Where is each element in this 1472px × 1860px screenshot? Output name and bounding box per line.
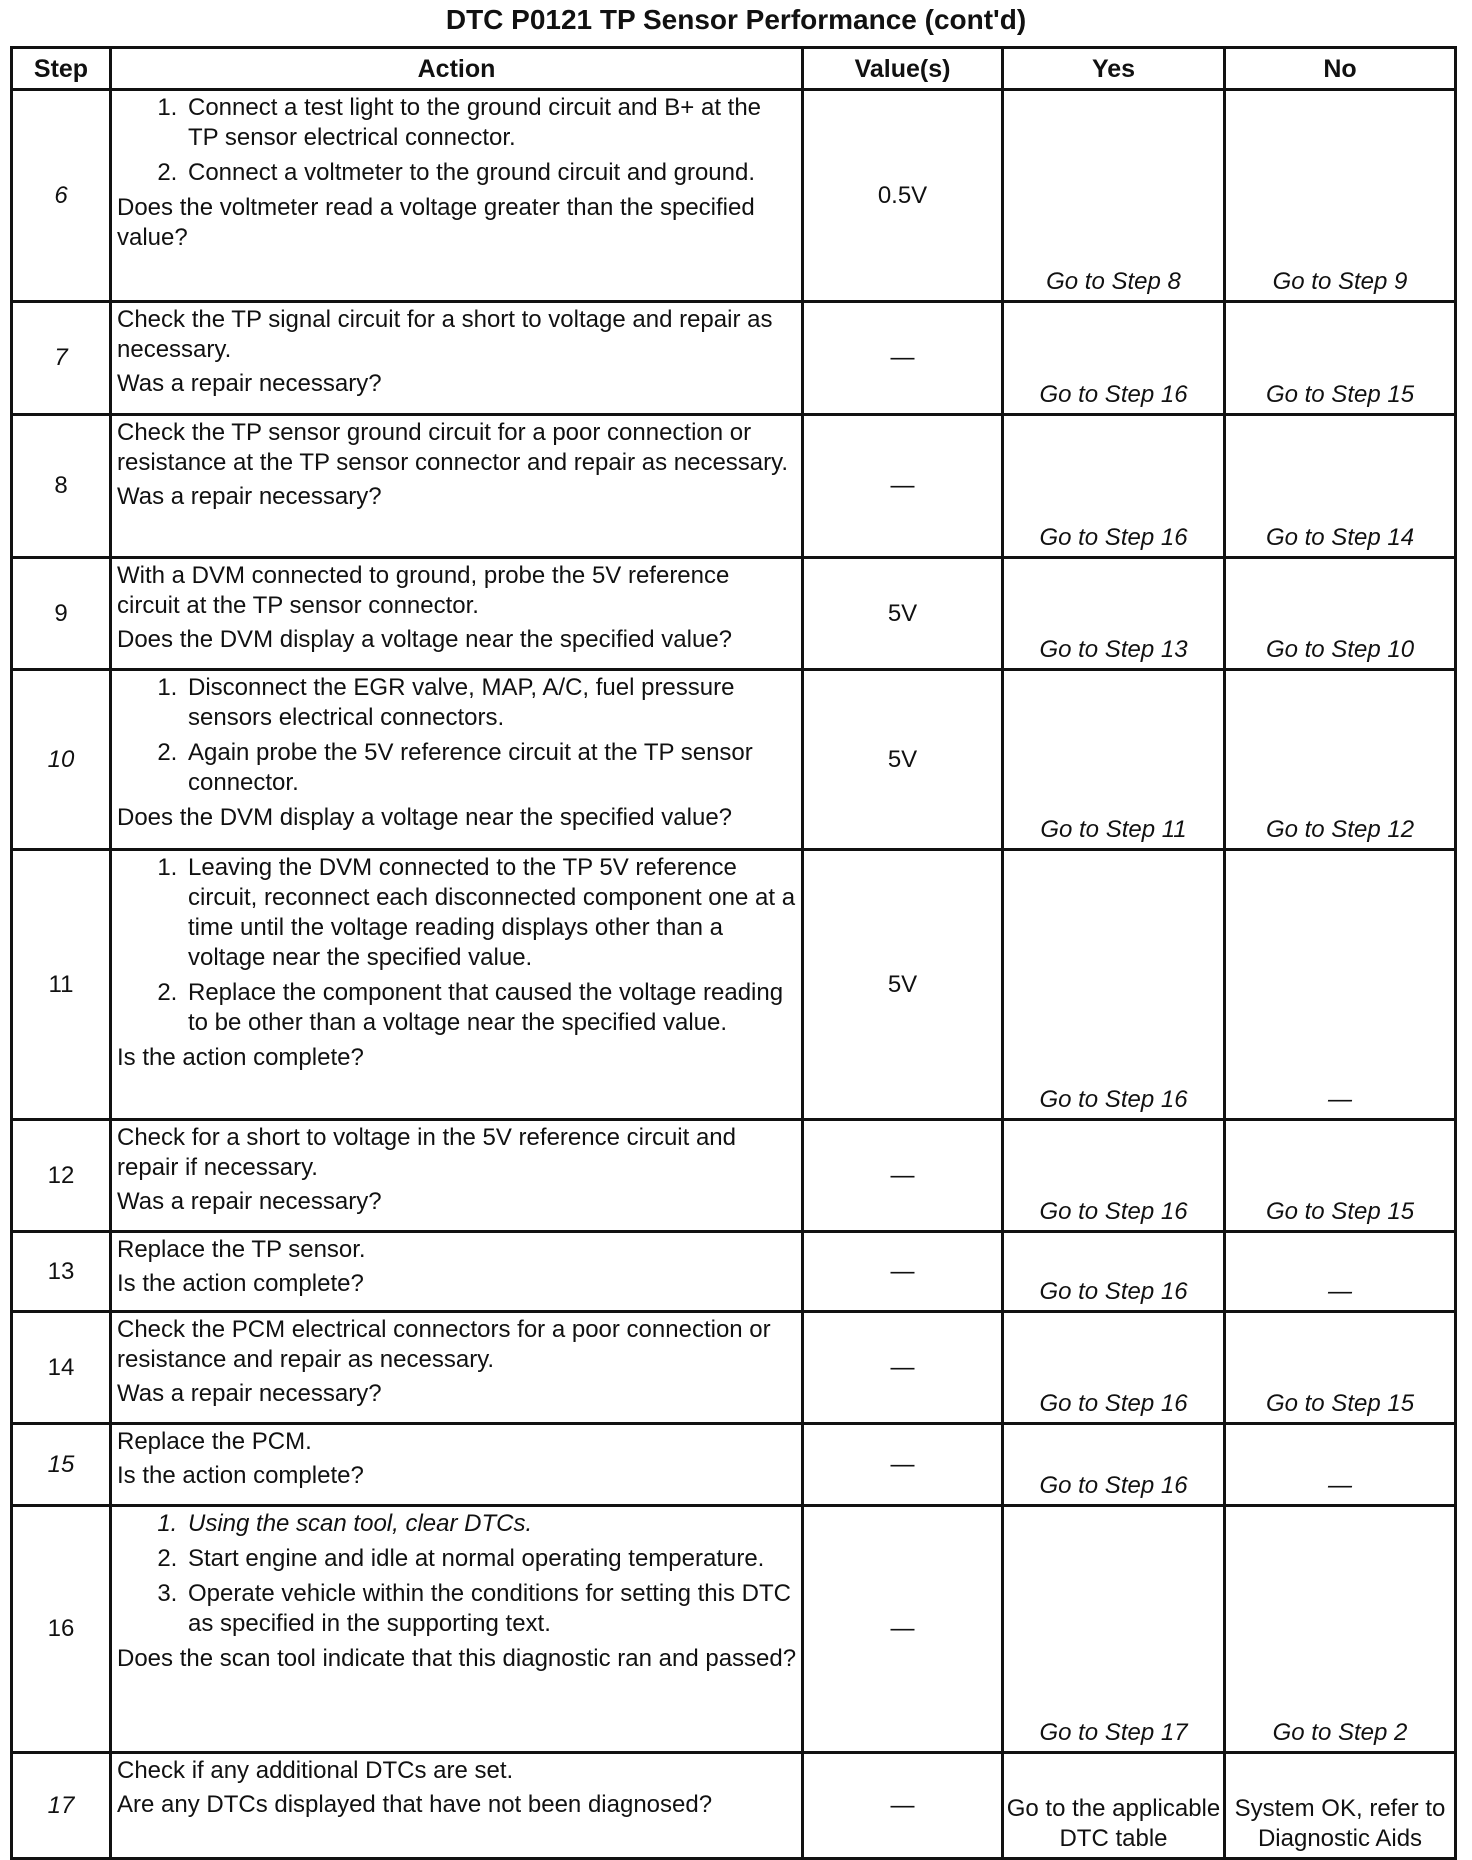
action-question: Does the DVM display a voltage near the specified value? <box>117 626 733 653</box>
action-text: Check the TP sensor ground circuit for a poor connection or resistance at the TP sensor connector and repair as necessary. <box>117 419 789 476</box>
action-cell <box>111 1424 803 1506</box>
no-result: Go to Step 15 <box>1225 302 1456 415</box>
value-cell: — <box>803 415 1003 558</box>
table-row <box>12 1424 1456 1506</box>
action-item: 2. Start engine and idle at normal operating temperature. <box>184 1544 797 1574</box>
header-no: No <box>1225 48 1456 90</box>
action-cell <box>111 1753 803 1859</box>
table-row <box>12 670 1456 850</box>
action-cell <box>111 1506 803 1753</box>
action-text: Check if any additional DTCs are set. <box>117 1757 514 1784</box>
value-cell: 0.5V <box>803 90 1003 302</box>
action-list <box>117 673 797 798</box>
table-row <box>12 90 1456 302</box>
step-number: 16 <box>12 1506 111 1753</box>
table-row <box>12 1753 1456 1859</box>
table-row <box>12 1232 1456 1312</box>
action-question: Does the voltmeter read a voltage greater than the specified value? <box>117 194 755 251</box>
action-cell <box>111 670 803 850</box>
table-row <box>12 1506 1456 1753</box>
action-cell <box>111 850 803 1120</box>
step-number: 8 <box>12 415 111 558</box>
no-result: — <box>1225 1232 1456 1312</box>
action-text: Replace the TP sensor. <box>117 1236 366 1263</box>
action-text: Check for a short to voltage in the 5V reference circuit and repair if necessary. <box>117 1124 736 1181</box>
action-item: 1. Using the scan tool, clear DTCs. <box>184 1509 797 1539</box>
no-result: System OK, refer to Diagnostic Aids <box>1225 1753 1456 1859</box>
action-cell <box>111 1312 803 1424</box>
no-result: Go to Step 15 <box>1225 1120 1456 1232</box>
action-item: 1. Connect a test light to the ground circuit and B+ at the TP sensor electrical connector. <box>184 93 797 153</box>
action-text: With a DVM connected to ground, probe the 5V reference circuit at the TP sensor connector. <box>117 562 730 619</box>
step-number: 7 <box>12 302 111 415</box>
step-number: 9 <box>12 558 111 670</box>
action-item: 1. Leaving the DVM connected to the TP 5V reference circuit, reconnect each disconnected component one at a time until the voltage reading displays other than a voltage near the specified value. <box>184 853 797 973</box>
action-cell <box>111 1120 803 1232</box>
action-list <box>117 1509 797 1639</box>
action-question: Is the action complete? <box>117 1462 364 1489</box>
yes-result: Go to Step 16 <box>1003 302 1225 415</box>
value-cell: — <box>803 1753 1003 1859</box>
yes-result: Go to Step 16 <box>1003 1424 1225 1506</box>
no-result: Go to Step 12 <box>1225 670 1456 850</box>
action-item: 2. Replace the component that caused the voltage reading to be other than a voltage near the specified value. <box>184 978 797 1038</box>
table-header-row <box>12 48 1456 90</box>
step-number: 17 <box>12 1753 111 1859</box>
yes-result: Go to Step 16 <box>1003 1232 1225 1312</box>
action-cell <box>111 1232 803 1312</box>
page-title: DTC P0121 TP Sensor Performance (cont'd) <box>445 4 1027 35</box>
yes-result: Go to the applicable DTC table <box>1003 1753 1225 1859</box>
action-question: Was a repair necessary? <box>117 483 382 510</box>
no-result: Go to Step 10 <box>1225 558 1456 670</box>
action-list <box>117 853 797 1038</box>
yes-result: Go to Step 16 <box>1003 1312 1225 1424</box>
step-number: 14 <box>12 1312 111 1424</box>
yes-result: Go to Step 16 <box>1003 1120 1225 1232</box>
table-row <box>12 1312 1456 1424</box>
action-item: 3. Operate vehicle within the conditions for setting this DTC as specified in the supporting text. <box>184 1579 797 1639</box>
action-cell <box>111 302 803 415</box>
no-result: Go to Step 15 <box>1225 1312 1456 1424</box>
action-question: Are any DTCs displayed that have not been diagnosed? <box>117 1791 713 1818</box>
action-text: Check the PCM electrical connectors for a poor connection or resistance and repair as necessary. <box>117 1316 771 1373</box>
yes-result: Go to Step 8 <box>1003 90 1225 302</box>
table-row <box>12 415 1456 558</box>
action-item: 1. Disconnect the EGR valve, MAP, A/C, fuel pressure sensors electrical connectors. <box>184 673 797 733</box>
value-cell: — <box>803 302 1003 415</box>
value-cell: — <box>803 1424 1003 1506</box>
action-question: Was a repair necessary? <box>117 370 382 397</box>
action-item: 2. Again probe the 5V reference circuit at the TP sensor connector. <box>184 738 797 798</box>
step-number: 15 <box>12 1424 111 1506</box>
action-text: Replace the PCM. <box>117 1428 312 1455</box>
action-question: Was a repair necessary? <box>117 1188 382 1215</box>
action-item: 2. Connect a voltmeter to the ground circuit and ground. <box>184 158 797 188</box>
step-number: 10 <box>12 670 111 850</box>
action-text: Check the TP signal circuit for a short to voltage and repair as necessary. <box>117 306 773 363</box>
value-cell: 5V <box>803 558 1003 670</box>
action-list <box>117 93 797 188</box>
action-question: Is the action complete? <box>117 1270 364 1297</box>
no-result: Go to Step 2 <box>1225 1506 1456 1753</box>
value-cell: 5V <box>803 850 1003 1120</box>
yes-result: Go to Step 11 <box>1003 670 1225 850</box>
action-cell <box>111 558 803 670</box>
table-row <box>12 1120 1456 1232</box>
yes-result: Go to Step 17 <box>1003 1506 1225 1753</box>
value-cell: — <box>803 1120 1003 1232</box>
table-row <box>12 850 1456 1120</box>
action-question: Was a repair necessary? <box>117 1380 382 1407</box>
no-result: — <box>1225 850 1456 1120</box>
value-cell: — <box>803 1232 1003 1312</box>
action-question: Is the action complete? <box>117 1044 364 1071</box>
diagnostic-table <box>10 46 1457 1860</box>
action-question: Does the scan tool indicate that this diagnostic ran and passed? <box>117 1645 797 1672</box>
header-values: Value(s) <box>803 48 1003 90</box>
value-cell: 5V <box>803 670 1003 850</box>
action-cell <box>111 415 803 558</box>
step-number: 12 <box>12 1120 111 1232</box>
no-result: Go to Step 9 <box>1225 90 1456 302</box>
step-number: 13 <box>12 1232 111 1312</box>
header-step: Step <box>12 48 111 90</box>
value-cell: — <box>803 1506 1003 1753</box>
no-result: Go to Step 14 <box>1225 415 1456 558</box>
header-action: Action <box>111 48 803 90</box>
action-question: Does the DVM display a voltage near the specified value? <box>117 804 733 831</box>
action-cell <box>111 90 803 302</box>
yes-result: Go to Step 13 <box>1003 558 1225 670</box>
yes-result: Go to Step 16 <box>1003 415 1225 558</box>
step-number: 11 <box>12 850 111 1120</box>
value-cell: — <box>803 1312 1003 1424</box>
table-row <box>12 302 1456 415</box>
yes-result: Go to Step 16 <box>1003 850 1225 1120</box>
table-row <box>12 558 1456 670</box>
no-result: — <box>1225 1424 1456 1506</box>
header-yes: Yes <box>1003 48 1225 90</box>
step-number: 6 <box>12 90 111 302</box>
